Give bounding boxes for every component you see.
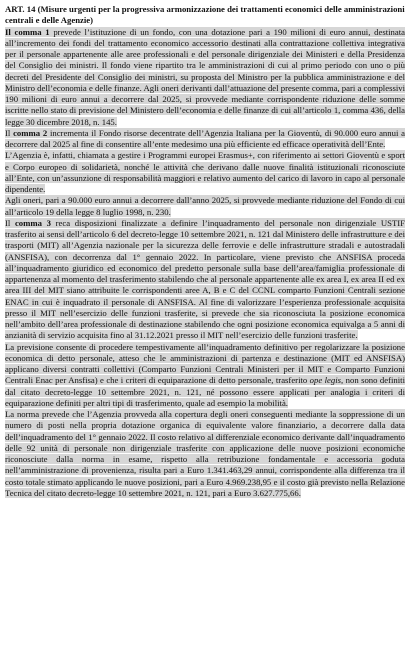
text-run: reca disposizioni finalizzate a definire l’inquadramento del personale non dirigenziale USTIF trasferito ai sensi dell’articolo 6 del decreto-legge 10 settembre 2021, n. 121 dal Ministero delle infrastrutture e dei trasporti (MIT) all’Agenzia nazionale per la sicurezza delle ferrovie e delle infrastrutture stradali e autostradali (ANSFISA), con decorrenza dal 1° gennaio 2022. In particolare, viene previsto che ANSFISA proceda all’inquadramento giuridico ed economico del predetto personale sulla base dell’area/famiglia professionale di appartenenza al momento del trasferimento stabilendo che al personale appartenente alle ex area I, ex area II ed ex area III del MIT siano attribuite le corrispondenti aree A, B e C del CCNL comparto Funzioni Centrali sezione ENAC in cui è inquadrato il personale di ANSFISA. Al fine di valorizzare l’esperienza professionale acquisita presso il MIT nell’esercizio delle funzioni trasferite, si prevede che sia riconosciuta la posizione economica nell’ambito dell’area professionale di destinazione stabilendo che ogni posizione economica equivalga a 5 anni di anzianità di servizio acquisita fino al 31.12.2021 presso il MIT nell’esercizio delle funzioni trasferite. [5,217,405,341]
text-run: comma 2 [13,127,48,138]
paragraph-agenzia-gioventu [5,150,405,195]
text-run: La previsione consente di procedere tempestivamente all’inquadramento definitivo per regolarizzare la posizione economica di detto personale, atteso che le amministrazioni di partenza e destinazione (MIT ed ANSFISA) applicano diversi contratti collettivi (Comparto Funzioni Centrali Ministeri per il MIT e Comparto Funzioni Centrali Enac per Ansfisa) e che i criteri di equiparazione di detto personale, trasferito [5,341,405,386]
paragraph-comma-2 [5,128,405,151]
text-run: Agli oneri, pari a 90.000 euro annui a decorrere dall’anno 2025, si provvede mediante riduzione del Fondo di cui all’articolo 19 della legge 8 luglio 1998, n. 230. [5,195,405,217]
text-run: L’Agenzia è, infatti, chiamata a gestire i Programmi europei Erasmus+, con riferimento ai settori Gioventù e sport e Corpo europeo di solidarietà, nonché le attività che derivano dalle nuove finalità istituzionali riconosciute all’Ente, con un’assunzione di responsabilità maggiori e relativo aumento del carico di lavoro in capo al personale dipendente. [5,150,405,194]
text-run: prevede l’istituzione di un fondo, con una dotazione pari a 190 milioni di euro annui, destinata all’incremento dei fondi del trattamento economico accessorio destinati alla contrattazione collettiva integrativa per il personale appartenente alle aree professionali e del personale dirigenziale dei Ministeri e della Presidenza del Consiglio dei ministri. Il fondo viene ripartito tra le amministrazioni di cui al primo periodo con uno o più decreti del Presidente del Consiglio dei ministri, su proposta del Ministro per la pubblica amministrazione e del Ministro dell’economia e delle finanze. Agli oneri derivanti dall’attuazione del presente comma, pari a complessivi 190 milioni di euro annui a decorrere dal 2025, si provvede mediante corrispondente riduzione delle somme iscritte nello stato di previsione del Ministero dell’economia e delle finanze di cui all’articolo 1, comma 436, della legge 30 dicembre 2018, n. 145. [5,26,405,127]
paragraph-comma-1 [5,27,405,128]
paragraph-previsione [5,342,405,410]
article-title: ART. 14 (Misure urgenti per la progressiva armonizzazione dei trattamenti economici delle amministrazioni centrali e delle Agenzie) [5,4,405,26]
text-run: , non sono definiti dal citato decreto-legge 10 settembre 2021, n. 121, né possono essere applicati per analogia i criteri di equiparazione definiti per altri tipi di trasferimento, quale ad esempio la mobilità. [5,375,405,408]
paragraph-copertura-oneri [5,409,405,499]
text-run: ope legis [309,375,342,386]
text-run: La norma prevede che l’Agenzia provveda alla copertura degli oneri conseguenti mediante la soppressione di un numero di posti nella propria dotazione organica di equivalente valore finanziario, a decorrere dalla data dell’inquadramento del 1° gennaio 2022. Il costo relativo al differenziale economico derivante dall’inquadramento delle 92 unità di personale non dirigenziale trasferite con applicazione delle nuove posizioni economiche riconosciute dalla norma in esame, rispetto alla retribuzione fondamentale e accessoria goduta nell’amministrazione di provenienza, risulta pari a Euro 1.341.463,29 annui, corrispondente alla differenza tra il costo totale stimato applicando le nuove posizioni, pari a Euro 4.969.238,95 e il costo già previsto nella Relazione Tecnica del citato decreto-legge 10 settembre 2021, n. 121, pari a Euro 3.627.775,66. [5,409,405,498]
text-run: Il [5,217,15,228]
paragraph-oneri-comma-2 [5,195,405,218]
text-run: comma 3 [14,217,51,228]
text-run: Il comma 1 [5,26,50,37]
text-run: incrementa il Fondo risorse decentrate dell’Agenzia Italiana per la Gioventù, di 90.000 euro annui a decorrere dal 2025 al fine di consentire all’ente medesimo una più efficiente ed efficace operatività dell’Ente. [5,127,405,149]
text-run: Il [5,127,14,138]
paragraph-comma-3 [5,218,405,342]
